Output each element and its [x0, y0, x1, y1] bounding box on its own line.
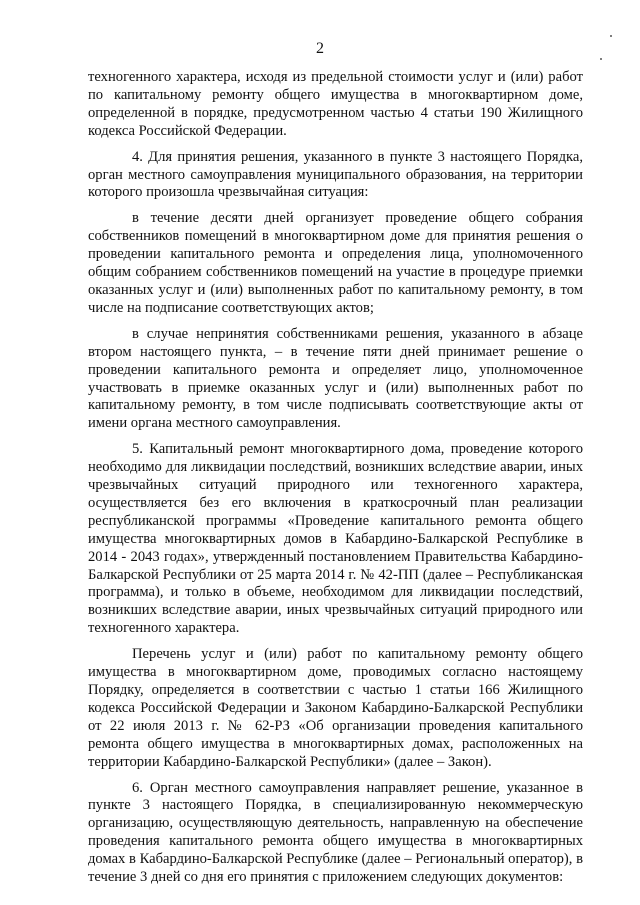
scan-speck [600, 58, 602, 60]
scan-speck [610, 35, 612, 37]
page-number: 2 [316, 40, 324, 57]
paragraph-continuation: техногенного характера, исходя из предельной стоимости услуг и (или) работ по капитальному ремонту общего имущества в многоквартирном доме, определенной в порядке, предусмотренном частью 4 статьи 190 Жилищного кодекса Российской Федерации. [88, 69, 583, 139]
paragraph-item-5: 5. Капитальный ремонт многоквартирного дома, проведение которого необходимо для ликвидации последствий, возникших вследствие аварии, иных чрезвычайных ситуаций природного или техногенного характера, осуществляется без его включения в краткосрочный план реализации республиканской программы «Проведение капитального ремонта общего имущества многоквартирных домов в Кабардино-Балкарской Республике в 2014 - 2043 годах», утвержденный постановлением Правительства Кабардино-Балкарской Республики от 25 марта 2014 г. № 42-ПП (далее – Республиканская программа), и только в объеме, необходимом для ликвидации последствий, возникших вследствие аварии, иных чрезвычайных ситуаций природного или техногенного характера. [88, 441, 583, 637]
paragraph-item-4: 4. Для принятия решения, указанного в пункте 3 настоящего Порядка, орган местного самоуправления муниципального образования, на территории которого произошла чрезвычайная ситуация: [88, 148, 583, 201]
document-body [88, 69, 583, 895]
paragraph-work-list: Перечень услуг и (или) работ по капитальному ремонту общего имущества в многоквартирном доме, проводимых согласно настоящему Порядку, определяется в соответствии с частью 1 статьи 166 Жилищного кодекса Российской Федерации и Законом Кабардино-Балкарской Республики от 22 июля 2013 г. № 62-РЗ «Об организации проведения капитального ремонта общего имущества в многоквартирных домах, расположенных на территории Кабардино-Балкарской Республики» (далее – Закон). [88, 646, 583, 770]
paragraph-item-4-subclause-1: в течение десяти дней организует проведение общего собрания собственников помещений в многоквартирном доме для принятия решения о проведении капитального ремонта и определения лица, уполномоченного общим собранием собственников помещений на участие в процедуре приемки оказанных услуг и (или) выполненных работ по капитальному ремонту, в том числе на подписание соответствующих актов; [88, 210, 583, 316]
paragraph-item-4-subclause-2: в случае непринятия собственниками решения, указанного в абзаце втором настоящего пункта, – в течение пяти дней принимает решение о проведении капитального ремонта и определяет лицо, уполномоченное участвовать в приемке оказанных услуг и (или) выполненных работ по капитальному ремонту, в том числе подписывать соответствующие акты от имени органа местного самоуправления. [88, 325, 583, 432]
paragraph-item-6: 6. Орган местного самоуправления направляет решение, указанное в пункте 3 настоящего Порядка, в специализированную некоммерческую организацию, осуществляющую деятельность, направленную на обеспечение проведения капитального ремонта общего имущества в многоквартирных домах в Кабардино-Балкарской Республике (далее – Региональный оператор), в течение 3 дней со дня его принятия с приложением следующих документов: [88, 779, 583, 886]
